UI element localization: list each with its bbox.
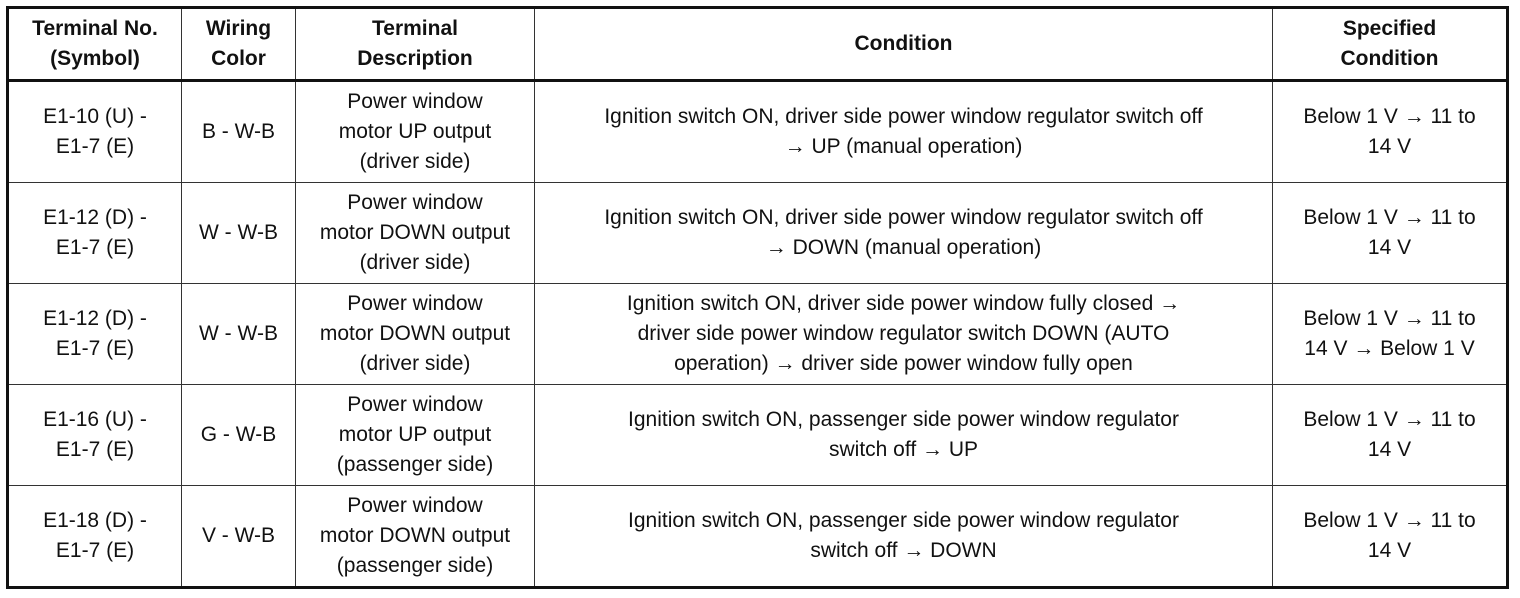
cell-specified-condition: Below 1 V → 11 to 14 V [1273, 183, 1508, 284]
cell-condition: Ignition switch ON, driver side power window fully closed → driver side power window regulator switch DOWN (AUTO operation) → driver side power window fully open [535, 284, 1273, 385]
cell-terminal-no: E1-16 (U) - E1-7 (E) [8, 385, 182, 486]
header-wiring-color: Wiring Color [182, 8, 296, 81]
cell-specified-condition: Below 1 V → 11 to 14 V [1273, 486, 1508, 588]
cell-condition: Ignition switch ON, driver side power window regulator switch off → DOWN (manual operation) [535, 183, 1273, 284]
cell-terminal-description: Power window motor DOWN output (passenger side) [296, 486, 535, 588]
table-row [8, 183, 1508, 284]
table-row [8, 486, 1508, 588]
header-specified-condition: Specified Condition [1273, 8, 1508, 81]
cell-wiring-color: W - W-B [182, 284, 296, 385]
terminal-spec-table [6, 6, 1509, 589]
cell-specified-condition: Below 1 V → 11 to 14 V → Below 1 V [1273, 284, 1508, 385]
cell-terminal-no: E1-10 (U) - E1-7 (E) [8, 81, 182, 183]
table-row [8, 284, 1508, 385]
cell-terminal-no: E1-12 (D) - E1-7 (E) [8, 183, 182, 284]
table-header-row [8, 8, 1508, 81]
cell-wiring-color: V - W-B [182, 486, 296, 588]
cell-terminal-description: Power window motor DOWN output (driver side) [296, 183, 535, 284]
cell-terminal-no: E1-18 (D) - E1-7 (E) [8, 486, 182, 588]
header-terminal-no: Terminal No. (Symbol) [8, 8, 182, 81]
cell-wiring-color: G - W-B [182, 385, 296, 486]
cell-specified-condition: Below 1 V → 11 to 14 V [1273, 385, 1508, 486]
header-condition: Condition [535, 8, 1273, 81]
header-terminal-description: Terminal Description [296, 8, 535, 81]
cell-terminal-description: Power window motor UP output (passenger side) [296, 385, 535, 486]
cell-specified-condition: Below 1 V → 11 to 14 V [1273, 81, 1508, 183]
cell-wiring-color: B - W-B [182, 81, 296, 183]
cell-terminal-no: E1-12 (D) - E1-7 (E) [8, 284, 182, 385]
cell-terminal-description: Power window motor DOWN output (driver side) [296, 284, 535, 385]
spec-table-container [6, 6, 1509, 589]
cell-condition: Ignition switch ON, passenger side power window regulator switch off → DOWN [535, 486, 1273, 588]
cell-condition: Ignition switch ON, driver side power window regulator switch off → UP (manual operation) [535, 81, 1273, 183]
cell-wiring-color: W - W-B [182, 183, 296, 284]
table-row [8, 81, 1508, 183]
table-row [8, 385, 1508, 486]
cell-terminal-description: Power window motor UP output (driver side) [296, 81, 535, 183]
cell-condition: Ignition switch ON, passenger side power window regulator switch off → UP [535, 385, 1273, 486]
